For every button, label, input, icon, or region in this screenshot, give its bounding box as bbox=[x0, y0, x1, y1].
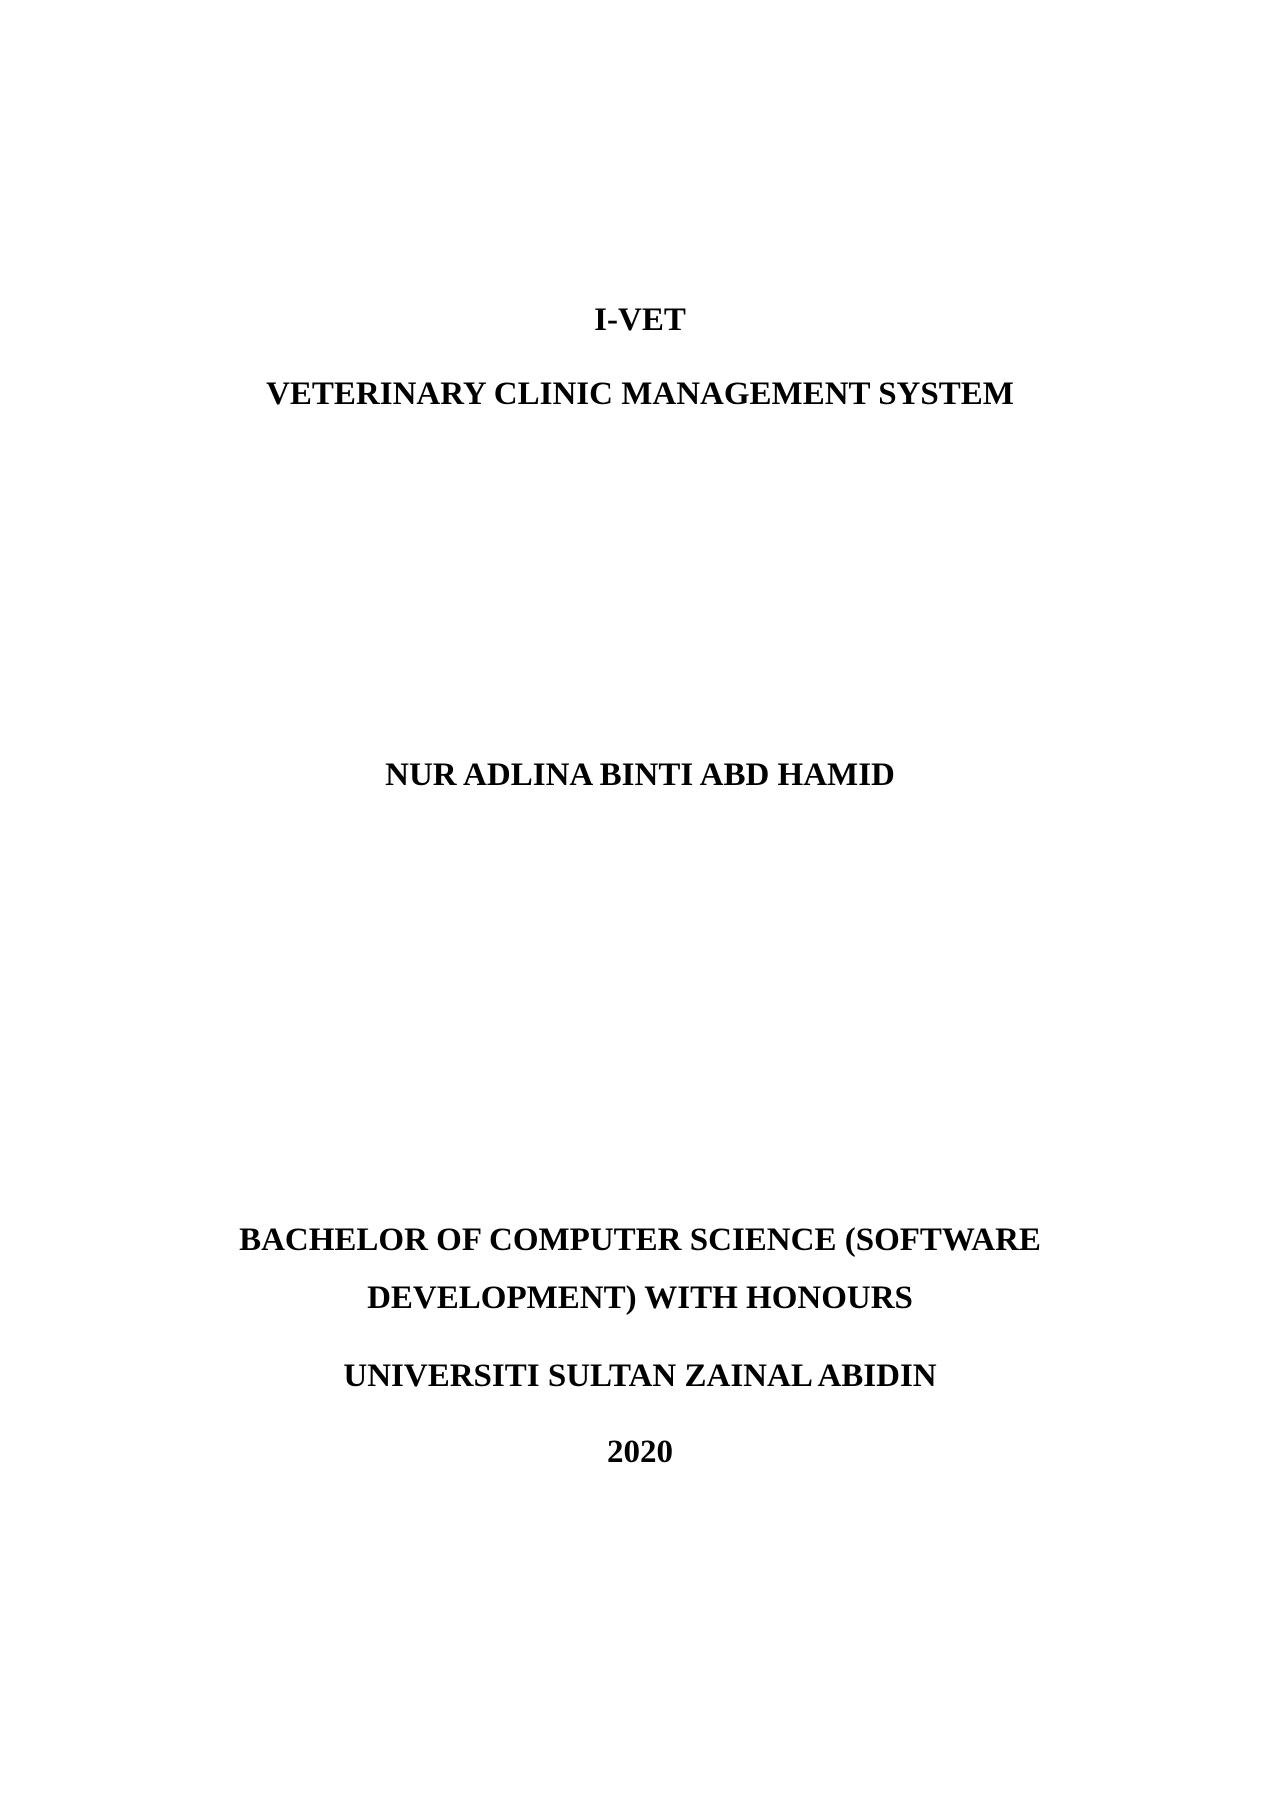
degree-line-2: DEVELOPMENT) WITH HONOURS bbox=[367, 1280, 913, 1316]
project-acronym: I-VET bbox=[594, 302, 686, 338]
degree-line-1: BACHELOR OF COMPUTER SCIENCE (SOFTWARE bbox=[239, 1222, 1041, 1258]
university-name: UNIVERSITI SULTAN ZAINAL ABIDIN bbox=[343, 1358, 937, 1394]
submission-year: 2020 bbox=[607, 1434, 673, 1470]
author-name: NUR ADLINA BINTI ABD HAMID bbox=[385, 757, 895, 793]
project-title: VETERINARY CLINIC MANAGEMENT SYSTEM bbox=[266, 376, 1014, 412]
